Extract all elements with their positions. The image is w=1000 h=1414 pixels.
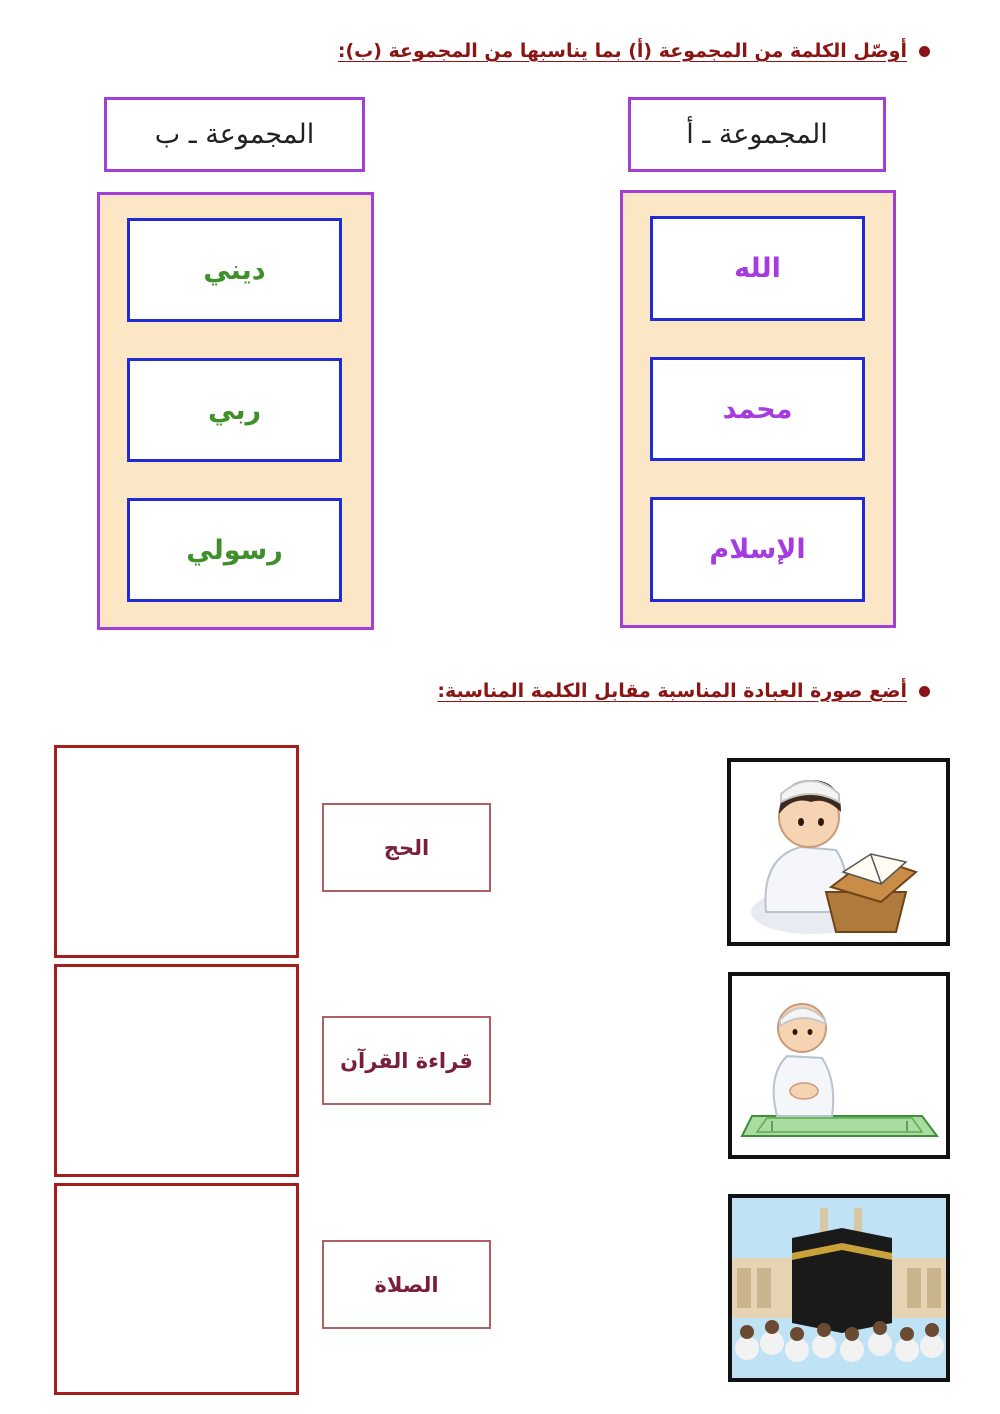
group-b-header: المجموعة ـ ب <box>104 97 365 172</box>
instruction-match-text: أوصّل الكلمة من المجموعة (أ) بما يناسبها من المجموعة (ب): <box>337 40 907 62</box>
boy-praying-on-mat-icon <box>732 976 946 1155</box>
instruction-place-picture-text: أضع صورة العبادة المناسبة مقابل الكلمة المناسبة: <box>437 680 907 702</box>
group-a-word[interactable]: محمد <box>650 357 865 461</box>
worship-label: قراءة القرآن <box>322 1016 491 1105</box>
instruction-place-picture <box>437 680 930 702</box>
drop-box[interactable] <box>54 964 299 1177</box>
picture-card[interactable] <box>728 1194 950 1382</box>
worship-label: الحج <box>322 803 491 892</box>
boy-reading-quran-icon <box>731 762 946 942</box>
picture-card[interactable] <box>727 758 950 946</box>
drop-box[interactable] <box>54 1183 299 1395</box>
group-a-word[interactable]: الله <box>650 216 865 321</box>
bullet-icon <box>919 46 930 57</box>
group-b-word[interactable]: رسولي <box>127 498 342 602</box>
worship-label: الصلاة <box>322 1240 491 1329</box>
group-b-word[interactable]: ربي <box>127 358 342 462</box>
group-a-word[interactable]: الإسلام <box>650 497 865 602</box>
bullet-icon <box>919 686 930 697</box>
kaaba-pilgrims-icon <box>732 1198 946 1378</box>
instruction-match <box>338 40 930 62</box>
drop-box[interactable] <box>54 745 299 958</box>
group-b-word[interactable]: ديني <box>127 218 342 322</box>
picture-card[interactable] <box>728 972 950 1159</box>
group-a-header: المجموعة ـ أ <box>628 97 886 172</box>
